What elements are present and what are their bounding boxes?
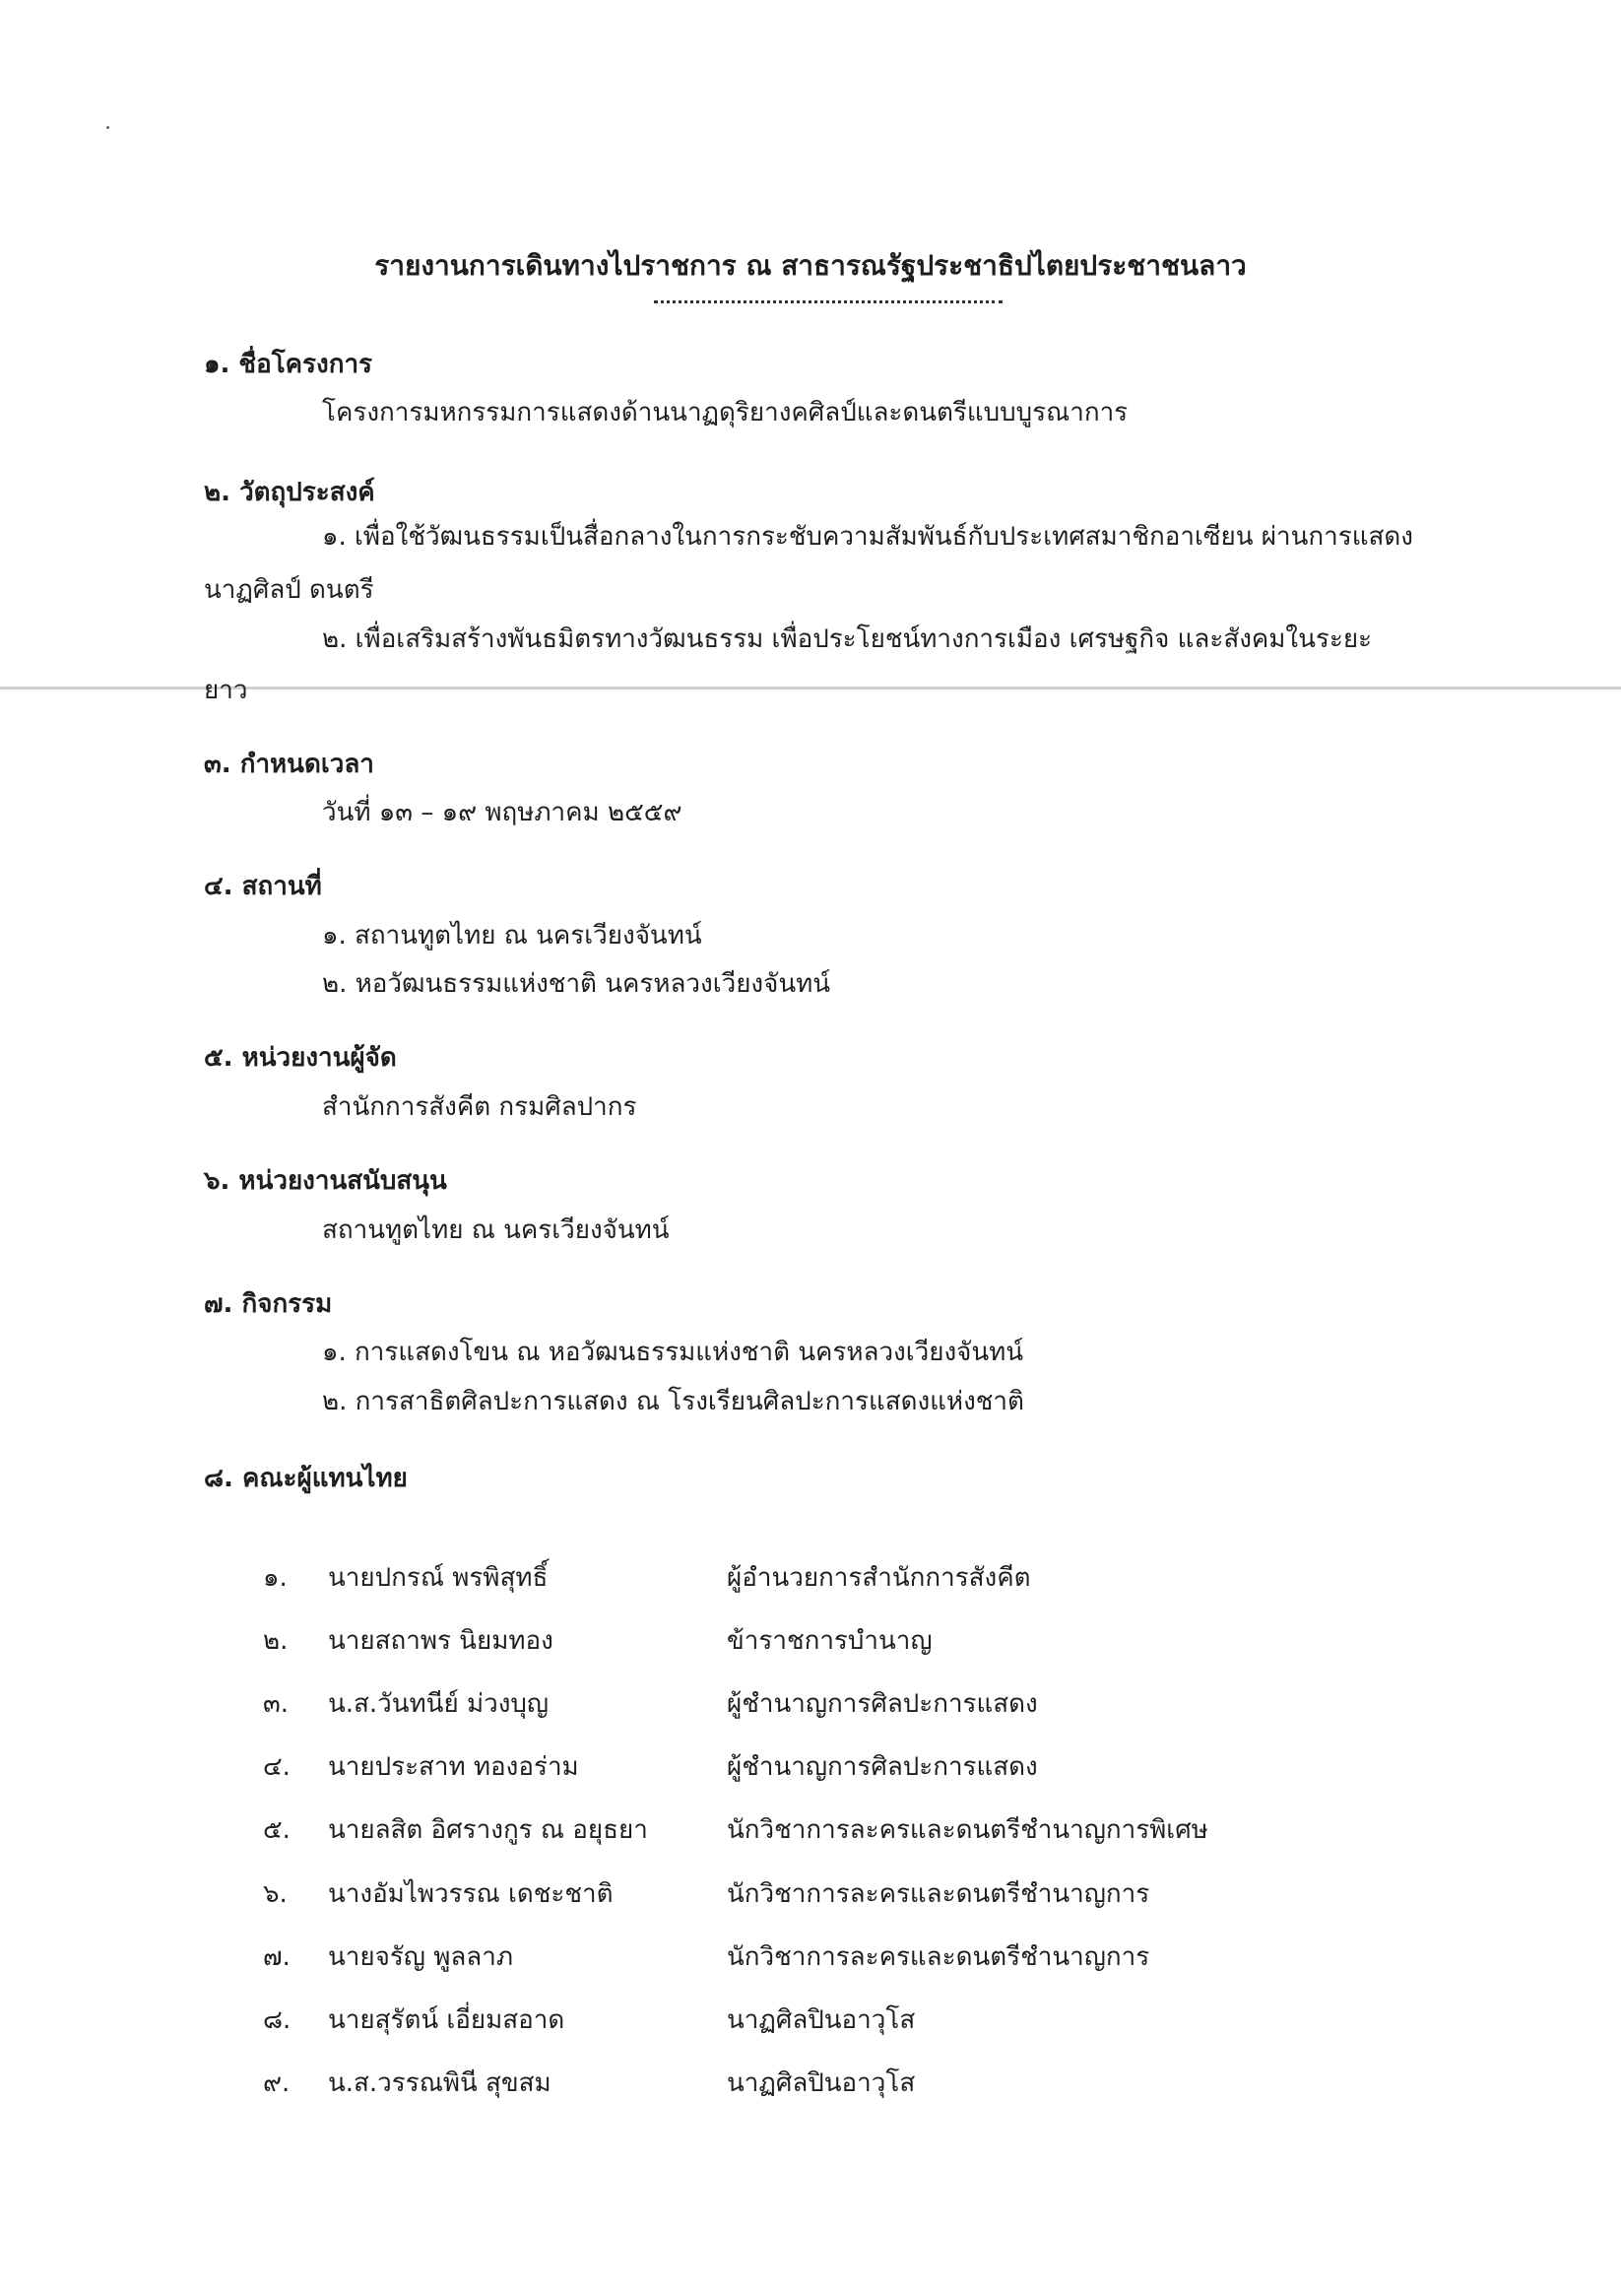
schedule-text: วันที่ ๑๓ – ๑๙ พฤษภาคม ๒๕๕๙: [322, 798, 682, 827]
delegate-position: ผู้อำนวยการสำนักการสังคีต: [727, 1563, 1031, 1593]
objective-line: ยาว: [204, 676, 248, 705]
supporter-text: สถานทูตไทย ณ นครเวียงจันทน์: [322, 1215, 670, 1245]
section-heading-supporter: ๖. หน่วยงานสนับสนุน: [204, 1166, 447, 1196]
delegate-name: น.ส.วรรณพินี สุขสม: [328, 2068, 551, 2098]
delegate-name: น.ส.วันทนีย์ ม่วงบุญ: [328, 1689, 550, 1719]
section-heading-project-name: ๑. ชื่อโครงการ: [204, 350, 373, 379]
delegate-name: นางอัมไพวรรณ เดชะชาติ: [328, 1879, 614, 1909]
delegate-position: ผู้ชำนาญการศิลปะการแสดง: [727, 1689, 1038, 1719]
section-heading-schedule: ๓. กำหนดเวลา: [204, 750, 374, 779]
delegate-number: ๔.: [263, 1752, 291, 1782]
organizer-text: สำนักการสังคีต กรมศิลปากร: [322, 1092, 637, 1122]
report-title: รายงานการเดินทางไปราชการ ณ สาธารณรัฐประชาธิปไตยประชาชนลาว: [374, 249, 1247, 282]
section-heading-organizer: ๕. หน่วยงานผู้จัด: [204, 1043, 397, 1073]
venue-line: ๑. สถานทูตไทย ณ นครเวียงจันทน์: [322, 921, 702, 951]
delegate-number: ๗.: [263, 1942, 291, 1972]
scan-speck: [106, 126, 109, 129]
delegate-position: นาฏศิลปินอาวุโส: [727, 2005, 916, 2035]
delegate-number: ๑.: [263, 1563, 288, 1593]
activity-line: ๑. การแสดงโขน ณ หอวัฒนธรรมแห่งชาติ นครหลวงเวียงจันทน์: [322, 1338, 1024, 1367]
project-name-text: โครงการมหกรรมการแสดงด้านนาฏดุริยางคศิลป์และดนตรีแบบบูรณาการ: [322, 398, 1129, 427]
delegate-name: นายสุรัตน์ เอี่ยมสอาด: [328, 2005, 565, 2035]
objective-line: นาฏศิลป์ ดนตรี: [204, 575, 374, 605]
delegate-number: ๓.: [263, 1689, 290, 1719]
delegate-number: ๘.: [263, 2005, 292, 2035]
delegate-position: นักวิชาการละครและดนตรีชำนาญการพิเศษ: [727, 1815, 1208, 1845]
delegate-number: ๖.: [263, 1879, 288, 1909]
delegate-position: นาฏศิลปินอาวุโส: [727, 2068, 916, 2098]
objective-line: ๑. เพื่อใช้วัฒนธรรมเป็นสื่อกลางในการกระชับความสัมพันธ์กับประเทศสมาชิกอาเซียน ผ่านการแสดง: [322, 522, 1413, 552]
section-heading-activities: ๗. กิจกรรม: [204, 1289, 333, 1319]
venue-line: ๒. หอวัฒนธรรมแห่งชาติ นครหลวงเวียงจันทน์: [322, 969, 831, 999]
delegate-position: นักวิชาการละครและดนตรีชำนาญการ: [727, 1879, 1150, 1909]
delegate-number: ๕.: [263, 1815, 291, 1845]
delegate-position: ผู้ชำนาญการศิลปะการแสดง: [727, 1752, 1038, 1782]
activity-line: ๒. การสาธิตศิลปะการแสดง ณ โรงเรียนศิลปะการแสดงแห่งชาติ: [322, 1387, 1024, 1416]
section-heading-delegation: ๘. คณะผู้แทนไทย: [204, 1464, 408, 1493]
title-dotted-rule: [654, 300, 1003, 303]
delegate-number: ๙.: [263, 2068, 291, 2098]
delegate-position: นักวิชาการละครและดนตรีชำนาญการ: [727, 1942, 1150, 1972]
delegate-name: นายประสาท ทองอร่าม: [328, 1752, 579, 1782]
delegate-name: นายลสิต อิศรางกูร ณ อยุธยา: [328, 1815, 648, 1845]
delegate-name: นายสถาพร นิยมทอง: [328, 1626, 553, 1656]
section-heading-venue: ๔. สถานที่: [204, 872, 322, 901]
objective-line: ๒. เพื่อเสริมสร้างพันธมิตรทางวัฒนธรรม เพื่อประโยชน์ทางการเมือง เศรษฐกิจ และสังคมในระยะ: [322, 624, 1373, 654]
delegate-number: ๒.: [263, 1626, 289, 1656]
delegate-name: นายจรัญ พูลลาภ: [328, 1942, 513, 1972]
delegate-position: ข้าราชการบำนาญ: [727, 1626, 933, 1656]
section-heading-objectives: ๒. วัตถุประสงค์: [204, 478, 375, 507]
delegate-name: นายปกรณ์ พรพิสุทธิ์: [328, 1563, 549, 1593]
